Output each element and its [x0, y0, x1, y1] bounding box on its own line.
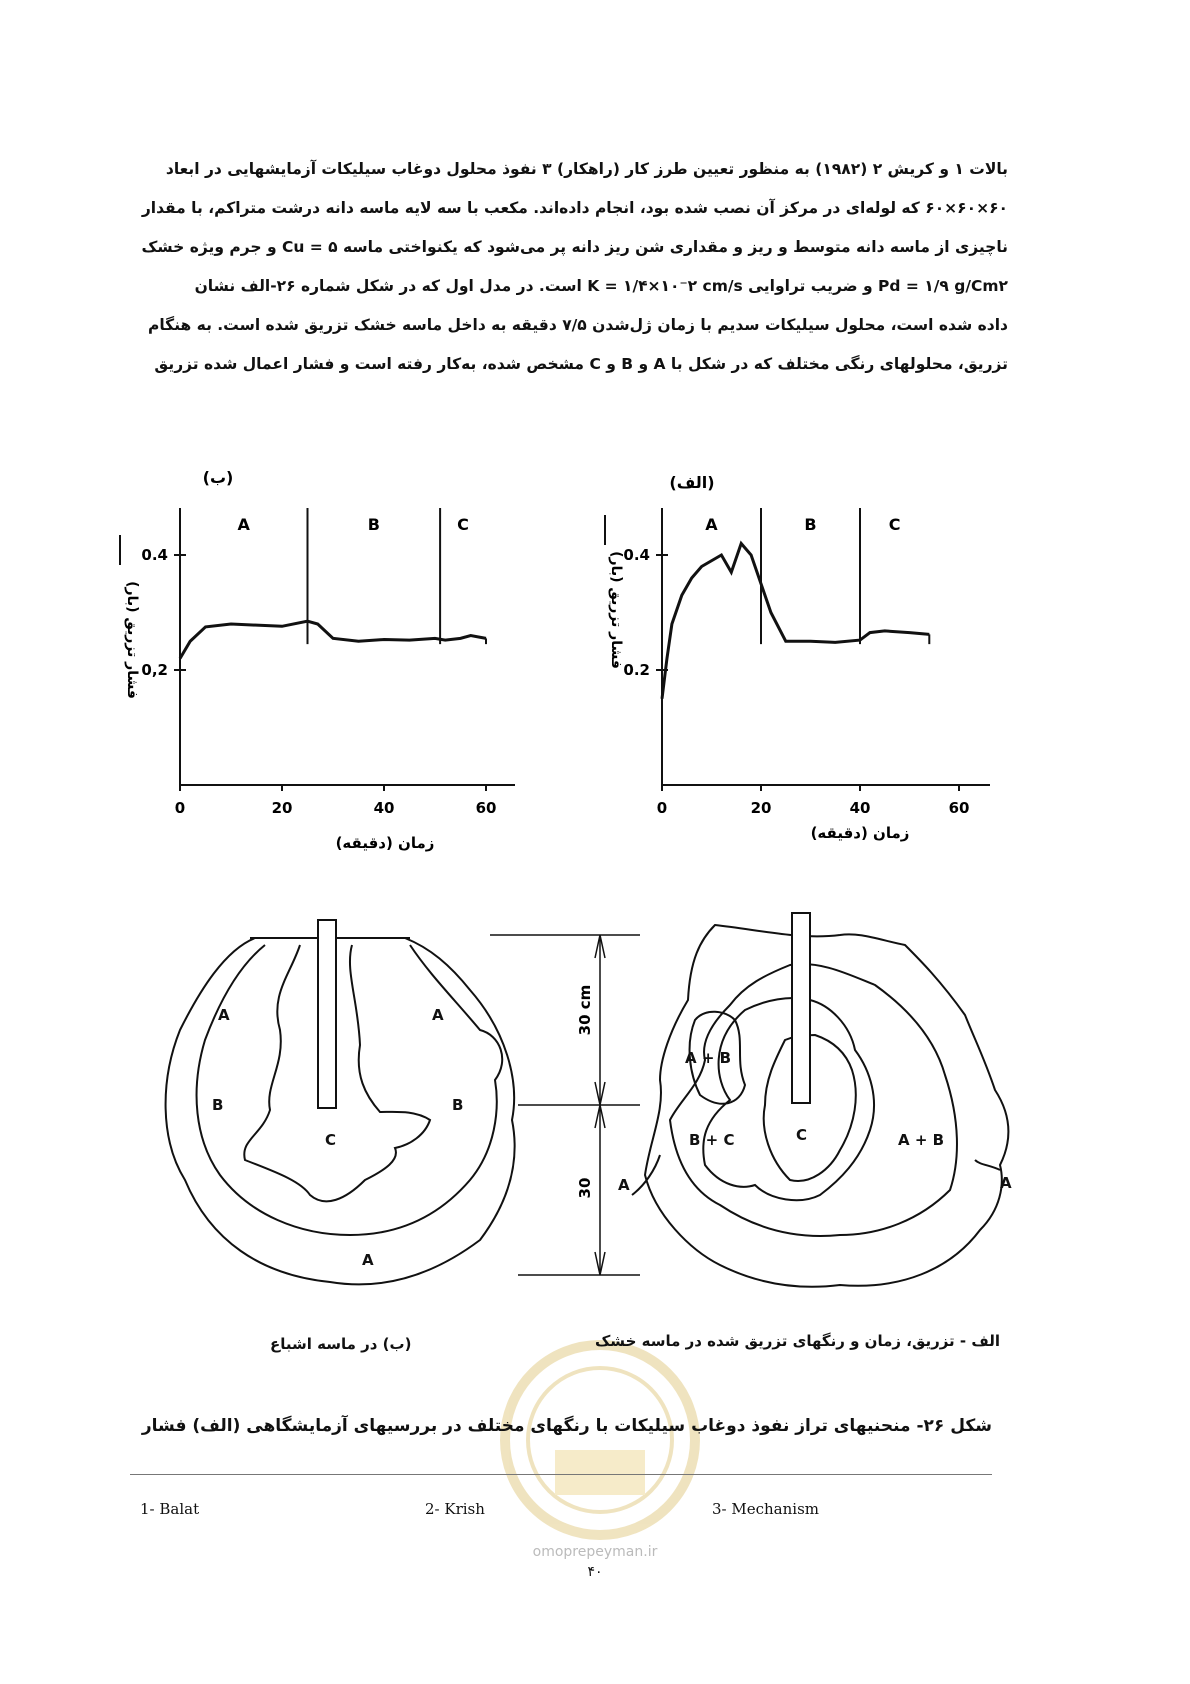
- diagram-label: A: [362, 1251, 374, 1269]
- diagram-label: A: [218, 1006, 230, 1024]
- dimension-markers: [490, 935, 640, 1275]
- injection-pipe: [318, 920, 336, 1108]
- contour-b-plus-c: [703, 998, 874, 1200]
- footnote-3: 3- Mechanism: [712, 1500, 819, 1518]
- y-tick-label: 0.4: [141, 546, 168, 564]
- injection-pipe: [792, 913, 810, 1103]
- x-tick-label: 20: [271, 799, 293, 817]
- watermark-seal: [505, 1345, 695, 1535]
- body-line: بالات ۱ و کریش ۲ (۱۹۸۲) به منظور تعیین طرز کار (راهکار) ۳ نفوذ محلول دوغاب سیلیکات آزمایشهایی در ابعاد: [165, 160, 1008, 178]
- phase-label: C: [888, 515, 901, 534]
- y-tick-label: 0.4: [623, 546, 650, 564]
- chart-b-xlabel: زمان (دقیقه): [335, 834, 435, 852]
- dimension-bottom-label: 30: [576, 1177, 594, 1199]
- chart-a-xlabel: زمان (دقیقه): [810, 824, 910, 842]
- middle-contour-b: [197, 945, 503, 1235]
- body-line: ناچیزی از ماسه دانه متوسط و ریز و مقداری شن ریز دانه پر می‌شود که یکنواختی ماسه Cu = ۵ و جرم ویژه خشک: [141, 238, 1008, 256]
- figure-caption: شکل ۲۶- منحنیهای تراز نفوذ دوغاب سیلیکات با رنگهای مختلف در بررسیهای آزمایشگاهی (الف) فشار: [141, 1416, 992, 1436]
- x-tick-label: 0: [174, 799, 186, 817]
- phase-label: A: [237, 515, 250, 534]
- footnote-2: 2- Krish: [425, 1500, 485, 1518]
- diagram-label: A: [1000, 1174, 1012, 1192]
- dimension-top-label: 30 cm: [576, 984, 594, 1036]
- diagram-dry-labels: [618, 1049, 1012, 1194]
- diagram-label: A: [618, 1176, 630, 1194]
- diagram-label: B + C: [689, 1131, 735, 1149]
- chart-b-title: (ب): [202, 468, 234, 487]
- body-line: ۶۰×۶۰×۶۰ که لوله‌ای در مرکز آن نصب شده بود، انجام داده‌اند. مکعب با سه لایه ماسه دانه درشت متراکم، با مقدار: [141, 199, 1008, 217]
- body-line: تزریق، محلولهای رنگی مختلف که در شکل با A و B و C مشخص شده، به‌کار رفته است و فشار اعمال شده تزریق: [154, 355, 1008, 373]
- phase-label: C: [457, 515, 469, 534]
- caption-saturated-sand: (ب) در ماسه اشباع: [270, 1335, 412, 1353]
- x-tick-label: 40: [849, 799, 871, 817]
- pressure-chart-a: [605, 473, 990, 842]
- leader-a-right: [975, 1160, 1000, 1170]
- diagram-label: A + B: [685, 1049, 732, 1067]
- caption-dry-sand: الف - تزریق، زمان و رنگهای تزریق شده در ماسه خشک: [594, 1332, 1000, 1350]
- chart-a-ylabel: فشار تزریق (بار): [608, 551, 624, 669]
- watermark-text: omoprepeyman.ir: [532, 1544, 658, 1560]
- chart-a-title: (الف): [669, 473, 715, 492]
- diagram-label: C: [796, 1126, 808, 1144]
- pressure-chart-b: [120, 468, 515, 852]
- diagram-label: C: [325, 1131, 337, 1149]
- x-tick-label: 60: [948, 799, 970, 817]
- x-tick-label: 60: [475, 799, 497, 817]
- y-tick-label: 0.2: [623, 661, 650, 679]
- body-line: داده شده است، محلول سیلیکات سدیم با زمان ژل‌شدن ۷/۵ دقیقه به داخل ماسه خشک تزریق شده است. به هنگام: [148, 316, 1008, 334]
- diagram-dry: [632, 913, 1008, 1287]
- y-tick-label: 0,2: [141, 661, 168, 679]
- phase-label: B: [367, 515, 380, 534]
- diagram-label: B: [452, 1096, 464, 1114]
- chart-b-ylabel: فشار تزریق (بار): [124, 581, 140, 699]
- diagram-label: B: [212, 1096, 224, 1114]
- body-line: Pd = ۱/۹ g/Cm۲ و ضریب تراوایی K = ۱/۴×۱۰⁻۲ cm/s است. در مدل اول که در شکل شماره ۲۶-الف نشان: [194, 277, 1008, 295]
- pressure-series-line: [662, 544, 929, 699]
- x-tick-label: 20: [750, 799, 772, 817]
- page-number: ۴۰: [587, 1564, 603, 1580]
- footnote-divider: [130, 1474, 992, 1475]
- phase-label: A: [705, 515, 718, 534]
- diagram-label: A + B: [898, 1131, 945, 1149]
- phase-label: B: [804, 515, 817, 534]
- x-tick-label: 40: [373, 799, 395, 817]
- contour-a-plus-b: [670, 964, 957, 1236]
- inner-contour-c: [244, 945, 430, 1201]
- footnote-1: 1- Balat: [140, 1500, 200, 1518]
- diagram-saturated-labels: [212, 1006, 463, 1269]
- x-tick-label: 0: [656, 799, 668, 817]
- diagram-label: A: [432, 1006, 444, 1024]
